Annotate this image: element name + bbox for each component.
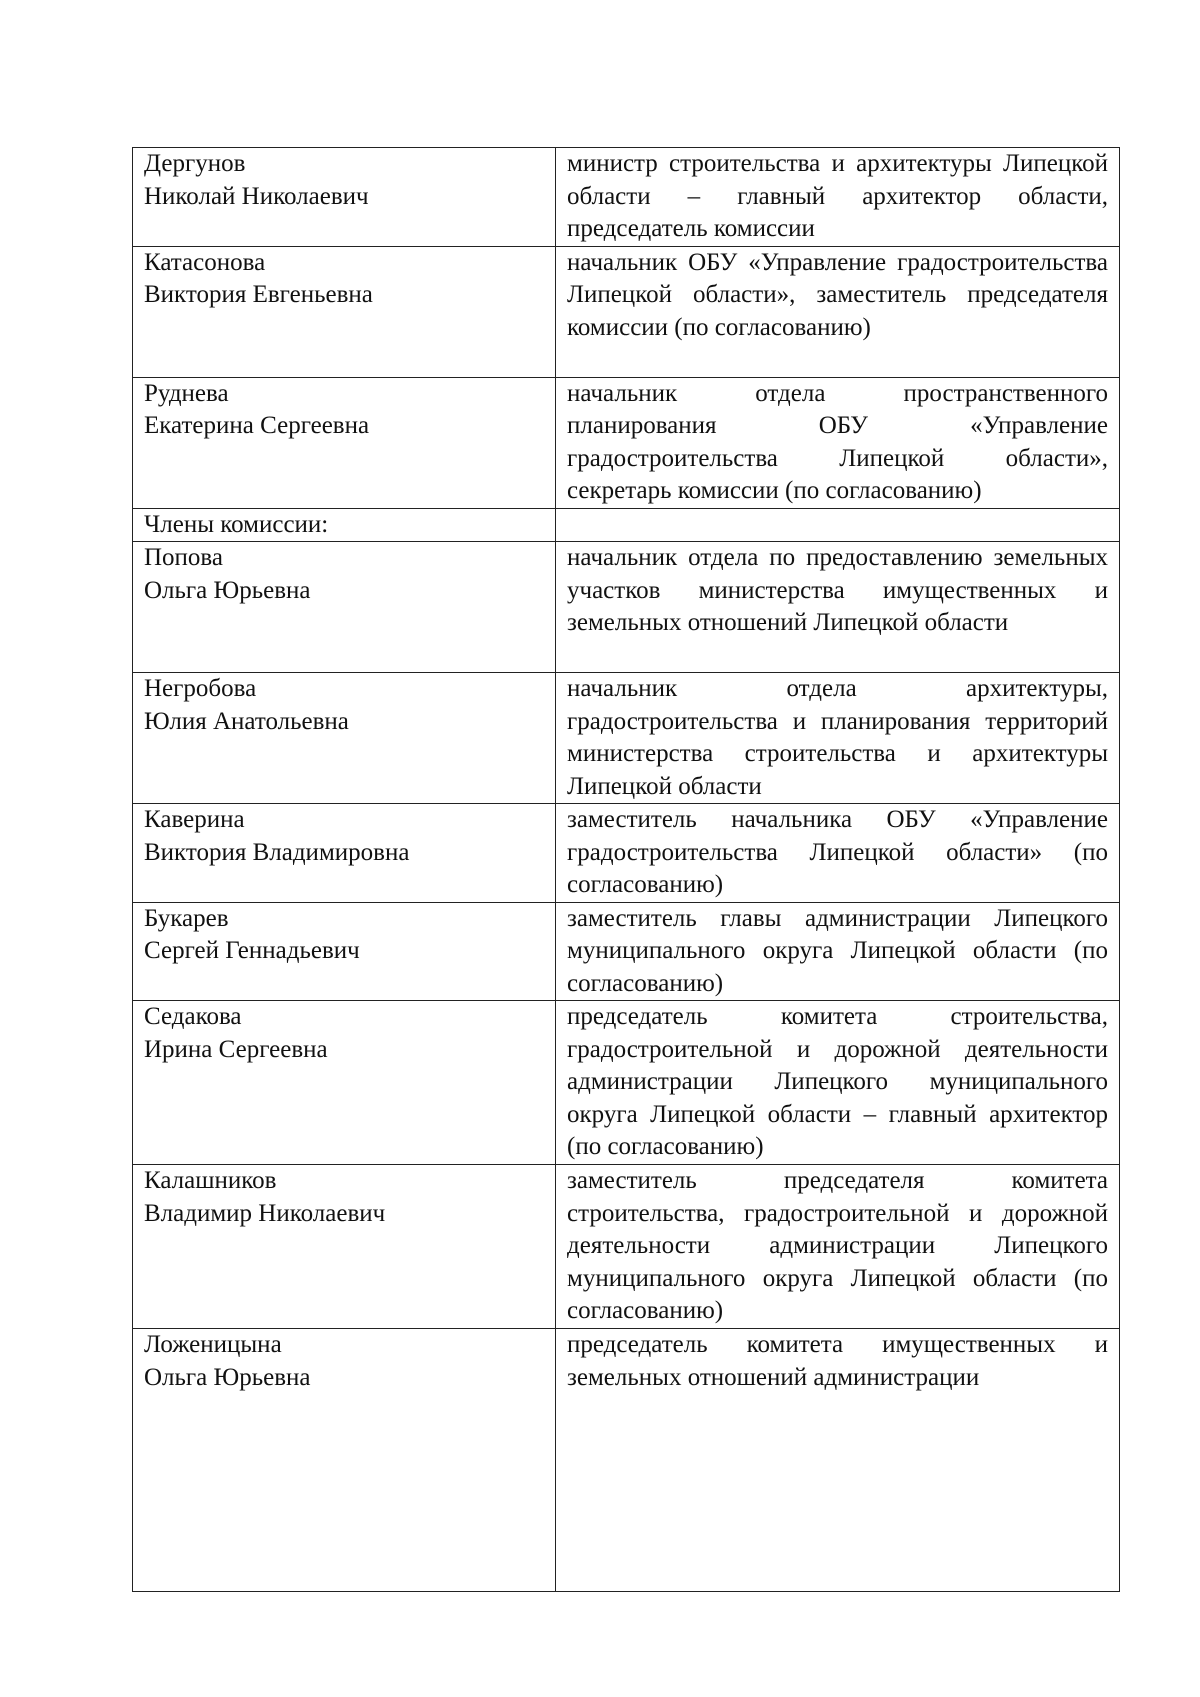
member-surname: Катасонова — [144, 248, 266, 276]
member-given-names: Виктория Владимировна — [144, 838, 410, 866]
member-surname: Ложеницына — [144, 1331, 282, 1358]
member-name-cell — [133, 1329, 556, 1592]
table-row — [133, 542, 1120, 673]
member-surname: Калашников — [144, 1167, 277, 1194]
member-surname: Руднева — [144, 379, 229, 407]
section-label: Члены комиссии: — [144, 510, 329, 538]
section-label-cell — [133, 508, 556, 542]
member-name-cell — [133, 542, 556, 673]
member-role: начальник отдела пространственного планирования ОБУ «Управление градостроительства Липецкой области», секретарь комиссии (по согласованию) — [556, 377, 1120, 508]
member-name-cell — [133, 1165, 556, 1329]
member-role: министр строительства и архитектуры Липецкой области – главный архитектор области, председатель комиссии — [556, 148, 1120, 247]
member-role: заместитель главы администрации Липецкого муниципального округа Липецкой области (по согласованию) — [556, 902, 1120, 1001]
member-given-names: Юлия Анатольевна — [144, 707, 349, 735]
member-name-cell — [133, 673, 556, 804]
table-row — [133, 377, 1120, 508]
table-row — [133, 508, 1120, 542]
table-row — [133, 902, 1120, 1001]
table-row — [133, 673, 1120, 804]
member-given-names: Ольга Юрьевна — [144, 576, 311, 604]
member-surname: Седакова — [144, 1003, 242, 1030]
member-role: председатель комитета имущественных и земельных отношений администрации — [556, 1329, 1120, 1592]
commission-members-table — [132, 147, 1120, 1592]
member-role: начальник отдела архитектуры, градостроительства и планирования территорий министерства строительства и архитектуры Липецкой области — [556, 673, 1120, 804]
member-role: начальник отдела по предоставлению земельных участков министерства имущественных и земельных отношений Липецкой области — [556, 542, 1120, 673]
member-role: начальник ОБУ «Управление градостроительства Липецкой области», заместитель председателя комиссии (по согласованию) — [556, 246, 1120, 377]
table-row — [133, 1001, 1120, 1165]
member-given-names: Виктория Евгеньевна — [144, 281, 373, 308]
member-role: заместитель председателя комитета строительства, градостроительной и дорожной деятельности администрации Липецкого муниципального округа Липецкой области (по согласованию) — [556, 1165, 1120, 1329]
member-surname: Негробова — [144, 675, 257, 702]
member-role: заместитель начальника ОБУ «Управление градостроительства Липецкой области» (по согласованию) — [556, 804, 1120, 903]
member-given-names: Николай Николаевич — [144, 182, 369, 210]
member-surname: Каверина — [144, 806, 245, 833]
member-given-names: Сергей Геннадьевич — [144, 937, 360, 964]
member-name-cell — [133, 1001, 556, 1165]
member-name-cell — [133, 377, 556, 508]
table-row — [133, 148, 1120, 247]
member-surname: Дергунов — [144, 150, 246, 177]
member-given-names: Владимир Николаевич — [144, 1199, 386, 1227]
member-name-cell — [133, 804, 556, 903]
member-role — [556, 508, 1120, 542]
member-given-names: Ольга Юрьевна — [144, 1363, 311, 1391]
member-name-cell — [133, 902, 556, 1001]
member-role: председатель комитета строительства, градостроительной и дорожной деятельности администрации Липецкого муниципального округа Липецкой области – главный архитектор (по согласованию) — [556, 1001, 1120, 1165]
member-name-cell — [133, 148, 556, 247]
member-given-names: Екатерина Сергеевна — [144, 412, 370, 439]
member-surname: Букарев — [144, 904, 229, 932]
table-row — [133, 246, 1120, 377]
member-name-cell — [133, 246, 556, 377]
member-surname: Попова — [144, 544, 224, 571]
table-row — [133, 804, 1120, 903]
member-given-names: Ирина Сергеевна — [144, 1035, 328, 1063]
table-row — [133, 1165, 1120, 1329]
table-row — [133, 1329, 1120, 1592]
